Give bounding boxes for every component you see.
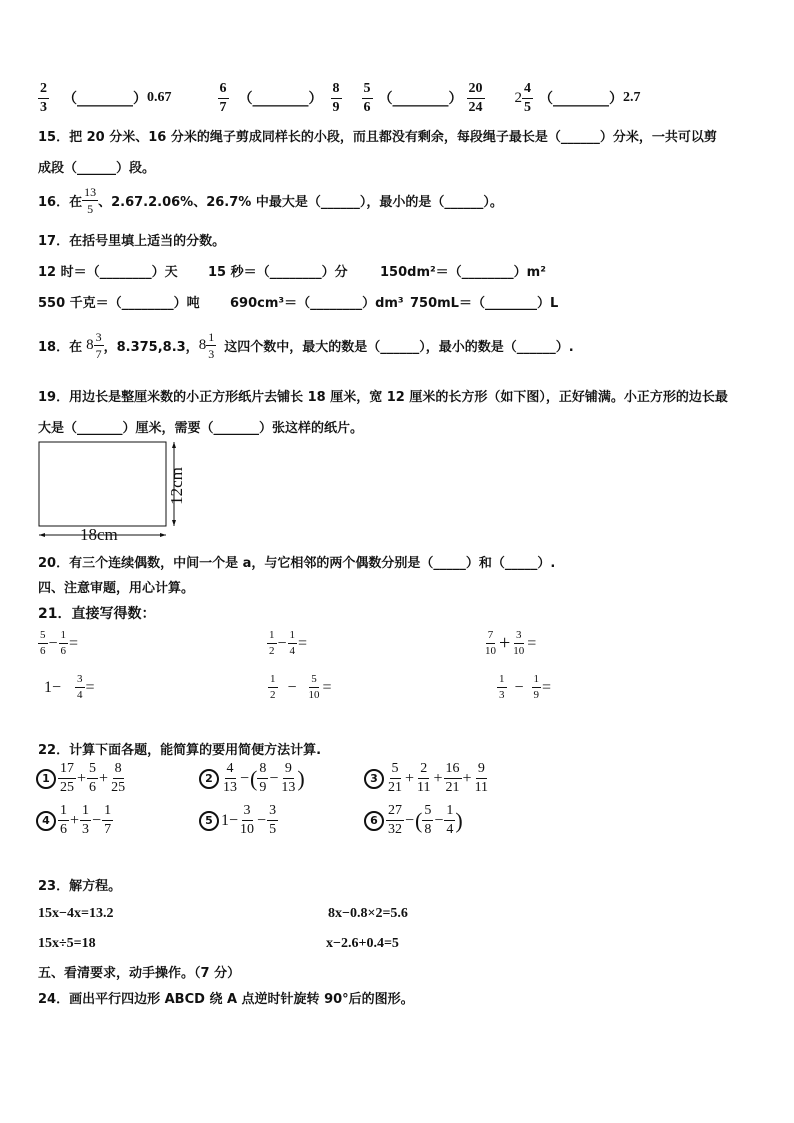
q21-item-4: 1− $\frac{3}{4}$ =	[44, 673, 95, 701]
q17-item-4: 550 千克＝（________）吨	[38, 296, 200, 311]
q14-fraction-3: $\frac{8}{9}$	[332, 80, 340, 115]
circled-number-3: 3	[364, 769, 384, 789]
q14-fraction-4: $\frac{5}{6}$	[363, 80, 371, 115]
q22-expression-5: 5 1− $\frac{3}{10}$ − $\frac{3}{5}$	[199, 804, 278, 837]
q14-value-2: 2.7	[623, 90, 641, 105]
section-5-title: 五、看清要求，动手操作。（7 分）	[38, 966, 241, 981]
q14-blank-1[interactable]: （________）	[63, 91, 147, 107]
circled-number-4: 4	[36, 811, 56, 831]
q16-fraction: $\frac{13}{5}$	[84, 184, 97, 216]
q24-text: 24．画出平行四边形 ABCD 绕 A 点逆时针旋转 90°后的图形。	[38, 992, 414, 1007]
circled-number-6: 6	[364, 811, 384, 831]
q14-blank-2[interactable]: （________）	[238, 91, 323, 107]
q16-row	[38, 183, 503, 217]
q17-item-2: 15 秒＝（________）分	[208, 265, 348, 280]
q14-fraction-5: $\frac{20}{24}$	[468, 80, 483, 115]
q22-expression-3: 3 $\frac{5}{21}$ + $\frac{2}{11}$ + $\frac{16}{21}$ + $\frac{9}{11}$	[364, 762, 490, 795]
q21-item-3: $\frac{7}{10}$ + $\frac{3}{10}$ =	[485, 629, 537, 657]
q14-row	[38, 76, 641, 120]
q21-item-2: $\frac{1}{2}$ − $\frac{1}{4}$ =	[269, 629, 308, 657]
q16-rest: 、2.67.2.06%、26.7% 中最大是（______），最小的是（______）。	[98, 194, 503, 210]
q14-blank-4[interactable]: （________）	[539, 91, 623, 107]
q14-value-1: 0.67	[147, 90, 172, 105]
q14-mixed-number: 2 $\frac{4}{5}$	[514, 80, 531, 115]
q18-prefix: 18．在	[38, 339, 83, 355]
section-4-title: 四、注意审题，用心计算。	[38, 581, 195, 596]
q23-equation-3: 15x÷5=18	[38, 936, 96, 951]
q17-item-1: 12 时＝（________）天	[38, 265, 178, 280]
q22-expression-6: 6 $\frac{27}{32}$ − ( $\frac{5}{8}$ − $\frac{1}{4}$ )	[364, 804, 463, 837]
q22-expression-4: 4 $\frac{1}{6}$ + $\frac{1}{3}$ − $\frac{1}{7}$	[36, 804, 113, 837]
q22-expression-1: 1 $\frac{17}{25}$ + $\frac{5}{6}$ + $\frac{8}{25}$	[36, 762, 127, 795]
q17-item-6: 750mL＝（________）L	[410, 296, 559, 311]
q18-mid: ，8.375,8.3，	[103, 339, 199, 355]
q22-expression-2: 2 $\frac{4}{13}$ − ( $\frac{8}{9}$ − $\frac{9}{13}$ )	[199, 762, 305, 795]
q16-prefix: 16．在	[38, 194, 83, 210]
q17-item-5: 690cm³＝（________）dm³	[230, 296, 404, 311]
q23-equation-2: 8x−0.8×2=5.6	[328, 906, 408, 921]
q17-item-3: 150dm²＝（________）m²	[380, 265, 546, 280]
q18-row	[38, 324, 574, 366]
circled-number-1: 1	[36, 769, 56, 789]
q14-fraction-2: $\frac{6}{7}$	[219, 80, 227, 115]
q18-mixed-2: 8 $\frac{1}{3}$	[198, 329, 215, 361]
q18-mixed-1: 8 $\frac{3}{7}$	[86, 329, 102, 361]
q20-text: 20．有三个连续偶数，中间一个是 a，与它相邻的两个偶数分别是（_____）和（_____）.	[38, 556, 556, 571]
q15-line-2: 成段（______）段。	[38, 161, 156, 176]
q17-title: 17．在括号里填上适当的分数。	[38, 234, 226, 249]
q23-equation-4: x−2.6+0.4=5	[326, 936, 399, 951]
circled-number-2: 2	[199, 769, 219, 789]
q14-blank-3[interactable]: （________）	[378, 91, 463, 107]
q15-line-1: 15．把 20 分米、16 分米的绳子剪成同样长的小段，而且都没有剩余，每段绳子最长是（______）分米，一共可以剪	[38, 130, 717, 145]
q18-rest: 这四个数中，最大的数是（______），最小的数是（______）.	[224, 339, 574, 355]
rect-height-label: 12cm	[166, 467, 186, 505]
q21-item-5: $\frac{1}{2}$ − $\frac{5}{10}$ =	[270, 673, 332, 701]
q21-item-1: $\frac{5}{6}$ − $\frac{1}{6}$ =	[40, 629, 79, 657]
q23-equation-1: 15x−4x=13.2	[38, 906, 114, 921]
q22-title: 22．计算下面各题，能简算的要用简便方法计算.	[38, 743, 322, 758]
q14-fraction-1: $\frac{2}{3}$	[40, 80, 47, 115]
rect-width-label: 18cm	[80, 525, 118, 544]
q19-line-2: 大是（_______）厘米，需要（_______）张这样的纸片。	[38, 421, 364, 436]
q19-line-1: 19．用边长是整厘米数的小正方形纸片去铺长 18 厘米，宽 12 厘米的长方形（如下图），正好铺满。小正方形的边长最	[38, 390, 728, 405]
circled-number-5: 5	[199, 811, 219, 831]
q21-title: 21．直接写得数：	[38, 606, 156, 622]
q21-item-6: $\frac{1}{3}$ − $\frac{1}{9}$ =	[499, 673, 552, 701]
q23-title: 23．解方程。	[38, 879, 122, 894]
